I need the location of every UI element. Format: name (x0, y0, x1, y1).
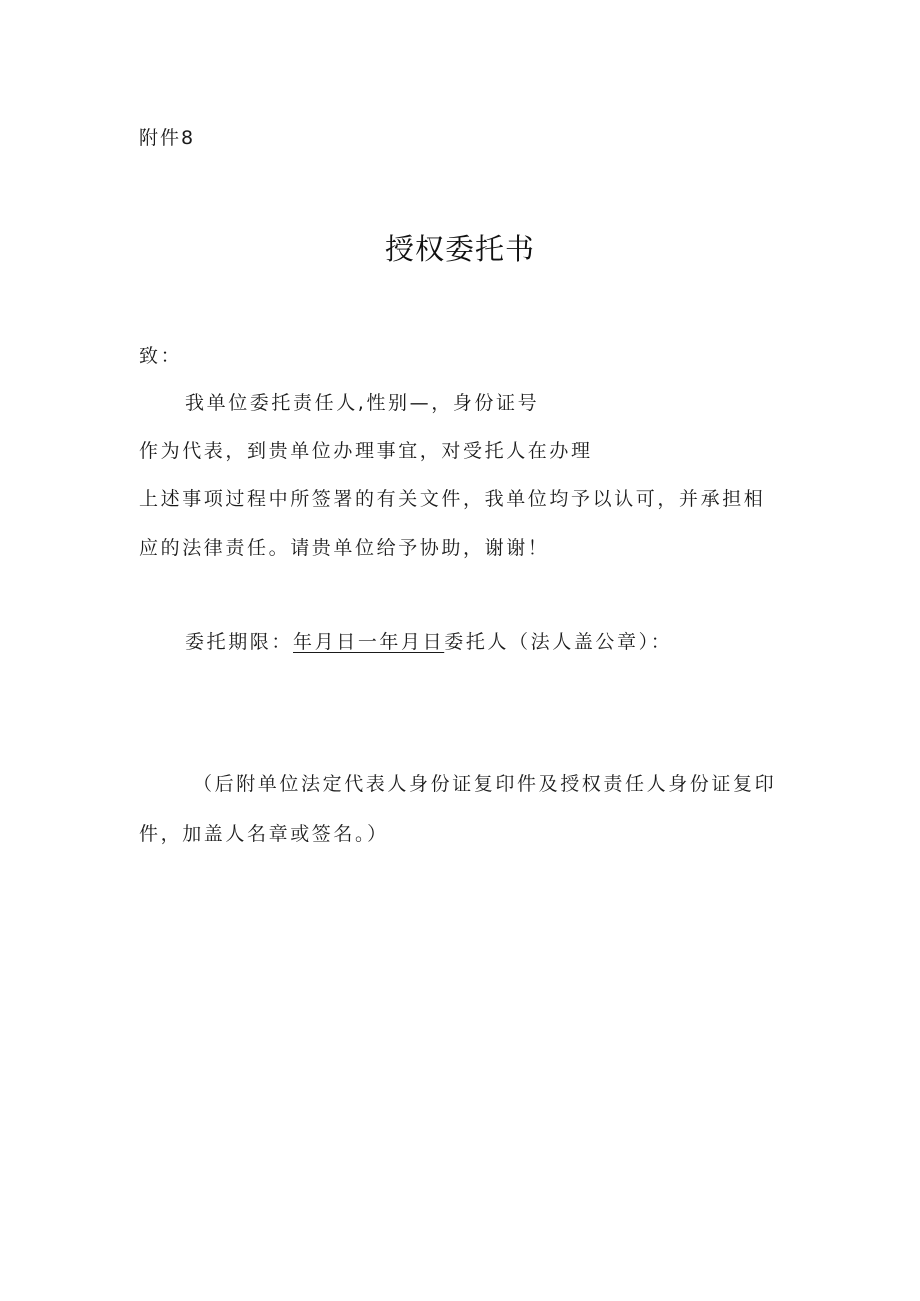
salutation: 致： (139, 345, 183, 367)
note-line-2: 件，加盖人名章或签名。） (139, 823, 389, 845)
term-signer: 委托人（法人盖公章）： (444, 631, 673, 653)
body-line-4: 应的法律责任。请贵单位给予协助，谢谢！ (139, 537, 550, 559)
term-line (185, 630, 672, 654)
term-period: 年月日一年月日 (293, 631, 445, 653)
body-line-3: 上述事项过程中所签署的有关文件，我单位均予以认可，并承担相 (139, 488, 766, 510)
body-line-1: 我单位委托责任人,性别—，身份证号 (185, 392, 540, 414)
term-label: 委托期限： (185, 631, 294, 653)
document-title: 授权委托书 (384, 232, 535, 266)
body-line-2: 作为代表，到贵单位办理事宜，对受托人在办理 (139, 440, 593, 462)
attachment-label: 附件8 (139, 127, 196, 149)
note-line-1: （后附单位法定代表人身份证复印件及授权责任人身份证复印 (193, 773, 777, 795)
